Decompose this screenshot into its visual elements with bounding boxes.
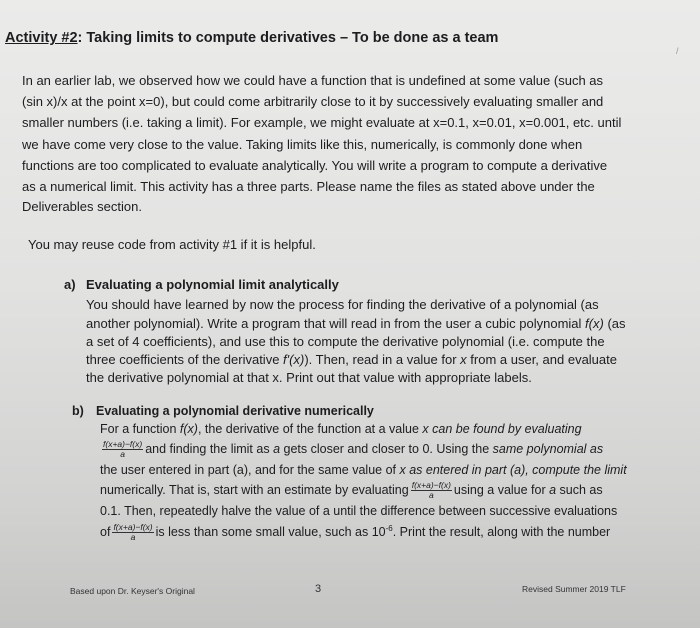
- text: same polynomial as: [492, 442, 604, 456]
- intro-line: we have come very close to the value. Taking limits like this, numerically, is commonly done when: [22, 137, 583, 152]
- page-mark: /: [676, 46, 679, 56]
- footer-left: Based upon Dr. Keyser's Original: [70, 586, 195, 596]
- fraction-numerator: f(x+a)−f(x): [411, 480, 451, 491]
- part-b-line: [100, 462, 627, 478]
- part-b-line: [100, 421, 582, 437]
- part-a-line: [86, 352, 617, 368]
- text: numerically. That is, start with an estimate by evaluating: [100, 483, 409, 497]
- text: ). Then, read in a value for: [304, 352, 461, 367]
- text: x: [460, 352, 467, 367]
- reuse-note: You may reuse code from activity #1 if it is helpful.: [28, 237, 316, 252]
- footer-right: Revised Summer 2019 TLF: [522, 584, 626, 594]
- text: another polynomial). Write a program that will read in from the user a cubic polynomial: [86, 316, 586, 331]
- page-title: [5, 30, 498, 46]
- text: f(x): [585, 316, 604, 331]
- part-a-line: You should have learned by now the process for finding the derivative of a polynomial (as: [86, 297, 599, 312]
- text: (as: [603, 316, 626, 331]
- text: three coefficients of the derivative: [86, 352, 284, 367]
- fraction-denominator: a: [428, 490, 434, 501]
- intro-line: (sin x)/x at the point x=0), but could come arbitrarily close to it by successively evaluating smaller and: [22, 94, 604, 109]
- difference-quotient-fraction: [411, 481, 452, 500]
- fraction-denominator: a: [130, 532, 136, 543]
- part-b-line: [100, 519, 610, 542]
- page-number: 3: [315, 583, 322, 595]
- intro-line: functions are too complicated to evaluate analytically. You will write a program to compute a derivative: [22, 158, 608, 173]
- text: from a user, and evaluate: [466, 352, 617, 367]
- intro-line: In an earlier lab, we observed how we could have a function that is undefined at some value (such as: [22, 73, 604, 88]
- part-b-label: b): [72, 404, 84, 418]
- fraction-numerator: f(x+a)−f(x): [113, 522, 153, 533]
- text: . Print the result, along with the number: [392, 525, 611, 540]
- part-a-line: [86, 316, 626, 332]
- difference-quotient-fraction: [102, 440, 143, 459]
- text: the user entered in part (a), and for the same value of: [100, 463, 400, 477]
- part-b-heading: Evaluating a polynomial derivative numerically: [96, 404, 374, 418]
- text: is less than some small value, such as 10: [155, 525, 386, 540]
- text: , the derivative of the function at a value: [197, 422, 423, 436]
- part-a-heading: Evaluating a polynomial limit analytically: [86, 277, 339, 292]
- text: f'(x): [283, 352, 305, 367]
- title-activity-number: Activity #2: [5, 30, 78, 46]
- text: a: [549, 483, 557, 497]
- text: x as entered in part (a), compute the limit: [399, 463, 627, 477]
- part-a-line: a set of 4 coefficients), and use this to compute the derivative polynomial (i.e. compute the: [86, 334, 605, 349]
- text: f(x): [179, 422, 198, 436]
- text: x can be found by evaluating: [422, 422, 582, 436]
- text: a: [273, 442, 281, 456]
- text: For a function: [100, 422, 180, 436]
- intro-line: smaller numbers (i.e. taking a limit). For example, we might evaluate at x=0.1, x=0.01, x=0.001, etc. until: [22, 115, 622, 130]
- fraction-denominator: a: [120, 449, 125, 460]
- part-b-line: [100, 480, 603, 500]
- text: of: [100, 525, 111, 540]
- fraction-numerator: f(x+a)−f(x): [103, 439, 143, 450]
- part-a-label: a): [64, 277, 76, 292]
- part-a-line: the derivative polynomial at that x. Print out that value with appropriate labels.: [86, 370, 532, 385]
- text: using a value for: [453, 483, 550, 497]
- text: and finding the limit as: [145, 442, 274, 456]
- part-b-line: 0.1. Then, repeatedly halve the value of a until the difference between successive evaluations: [100, 504, 618, 518]
- part-b-line: [100, 439, 603, 459]
- exponent: -6: [385, 524, 393, 533]
- text: such as: [556, 483, 603, 497]
- difference-quotient-fraction: [112, 523, 153, 542]
- title-text: : Taking limits to compute derivatives – To be done as a team: [77, 30, 499, 46]
- intro-line: as a numerical limit. This activity has a three parts. Please name the files as stated above under the: [22, 179, 595, 194]
- intro-line: Deliverables section.: [22, 199, 142, 214]
- text: gets closer and closer to 0. Using the: [280, 442, 493, 456]
